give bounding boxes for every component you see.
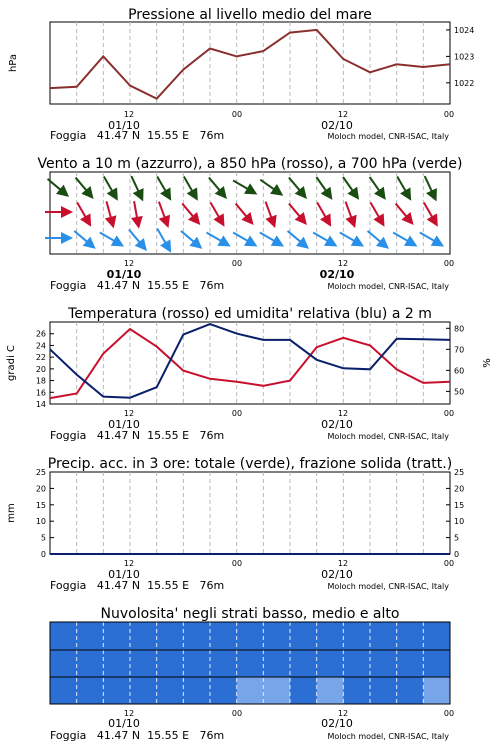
cloud-cell xyxy=(50,677,77,704)
cloud-cell xyxy=(370,622,397,650)
cloud-cell xyxy=(50,650,77,677)
wind-arrow xyxy=(100,233,119,244)
cloud-cell xyxy=(263,650,290,677)
precip-time-axis xyxy=(50,559,454,592)
cloud-cell xyxy=(130,650,157,677)
cloud-date-2: 02/10 xyxy=(321,717,353,730)
cloud-cell xyxy=(183,677,210,704)
cloud-cell xyxy=(183,650,210,677)
cloud-cell xyxy=(290,677,317,704)
cloud-cell xyxy=(317,677,344,704)
wind-arrow xyxy=(343,177,356,195)
pressure-tick-12b: 12 xyxy=(337,110,349,119)
pressure-date-2: 02/10 xyxy=(321,119,353,132)
cloud-cell xyxy=(397,650,424,677)
precip-frame xyxy=(50,472,450,554)
y-tick-label: 26 xyxy=(35,329,46,339)
wind-arrow xyxy=(424,202,435,221)
wind-arrow xyxy=(420,233,439,244)
y-tick-label: 20 xyxy=(454,484,465,494)
cloud-cell xyxy=(397,677,424,704)
y-tick-label: 1024 xyxy=(454,25,475,35)
humidity-y-label: % xyxy=(482,358,493,368)
y-tick-label: 25 xyxy=(454,468,465,477)
cloud-cells xyxy=(50,622,451,704)
temp-tick-00b: 00 xyxy=(443,409,455,418)
cloud-cell xyxy=(50,622,77,650)
wind-arrow xyxy=(134,201,138,223)
y-tick-label: 60 xyxy=(454,366,465,376)
temp-time-axis xyxy=(50,409,454,442)
wind-arrow xyxy=(260,233,279,244)
cloud-tick-00a: 00 xyxy=(231,709,243,718)
y-tick-label: 5 xyxy=(454,533,460,543)
temp-date-2: 02/10 xyxy=(321,418,353,431)
wind-arrow xyxy=(211,202,222,221)
y-tick-label: 10 xyxy=(454,517,465,527)
cloud-cell xyxy=(343,677,370,704)
wind-arrow xyxy=(289,178,303,195)
cloud-cell xyxy=(103,677,130,704)
wind-arrow xyxy=(266,202,274,223)
precip-panel xyxy=(6,456,464,559)
y-tick-label: 10 xyxy=(35,517,46,527)
wind-arrow xyxy=(393,233,412,244)
wind-tick-00a: 00 xyxy=(231,259,243,268)
y-tick-label: 15 xyxy=(454,500,465,510)
cloud-cell xyxy=(237,650,264,677)
cloud-cell xyxy=(343,650,370,677)
cloud-cell xyxy=(423,677,450,704)
cloud-tick-00b: 00 xyxy=(443,709,455,718)
cloud-location: Foggia 41.47 N 15.55 E 76m xyxy=(50,729,225,742)
wind-arrow xyxy=(397,176,408,195)
cloud-cell xyxy=(370,650,397,677)
wind-tick-00b: 00 xyxy=(443,259,455,268)
cloud-tick-12a: 12 xyxy=(123,709,135,718)
cloud-cell xyxy=(290,622,317,650)
y-tick-label: 14 xyxy=(35,400,46,409)
cloud-cell xyxy=(157,650,184,677)
cloud-cell xyxy=(103,650,130,677)
y-tick-label: 25 xyxy=(35,468,46,477)
cloud-time-axis xyxy=(50,709,454,742)
cloud-cell xyxy=(237,622,264,650)
wind-arrow xyxy=(346,202,354,223)
wind-date-2: 02/10 xyxy=(319,268,355,281)
wind-arrow xyxy=(236,204,250,221)
wind-arrow xyxy=(317,202,328,221)
temp-tick-00a: 00 xyxy=(231,409,243,418)
cloud-cell xyxy=(210,622,237,650)
y-tick-label: 0 xyxy=(40,550,46,559)
cloud-cell xyxy=(183,622,210,650)
wind-title: Vento a 10 m (azzurro), a 850 hPa (rosso), a 700 hPa (verde) xyxy=(37,156,463,172)
y-tick-label: 70 xyxy=(454,345,465,355)
y-tick-label: 20 xyxy=(35,364,46,374)
cloud-tick-12b: 12 xyxy=(337,709,349,718)
wind-arrow xyxy=(425,176,434,196)
pressure-title: Pressione al livello medio del mare xyxy=(128,7,372,23)
wind-credit: Moloch model, CNR-ISAC, Italy xyxy=(327,282,449,291)
y-tick-label: 1022 xyxy=(454,78,475,88)
precip-tick-00a: 00 xyxy=(231,559,243,568)
cloud-cell xyxy=(77,622,104,650)
temp-humidity-title: Temperatura (rosso) ed umidita' relativa (blu) a 2 m xyxy=(68,306,432,322)
temp-location: Foggia 41.47 N 15.55 E 76m xyxy=(50,429,225,442)
wind-tick-12b: 12 xyxy=(337,259,349,268)
precip-location: Foggia 41.47 N 15.55 E 76m xyxy=(50,579,225,592)
y-tick-label: 20 xyxy=(35,484,46,494)
wind-arrow xyxy=(129,230,143,247)
wind-arrow xyxy=(157,228,168,247)
temp-humidity-gridlines xyxy=(77,322,424,404)
cloud-cell xyxy=(210,650,237,677)
pressure-y-label: hPa xyxy=(8,53,19,73)
cloud-cell xyxy=(397,622,424,650)
wind-arrow xyxy=(182,204,196,221)
cloud-cell xyxy=(263,622,290,650)
cloud-cell xyxy=(210,677,237,704)
precip-y-ticks xyxy=(36,468,54,559)
wind-location: Foggia 41.47 N 15.55 E 76m xyxy=(50,279,225,292)
cloud-cell xyxy=(423,650,450,677)
wind-arrow xyxy=(313,233,332,244)
wind-arrow xyxy=(340,233,359,244)
temp-credit: Moloch model, CNR-ISAC, Italy xyxy=(327,432,449,441)
pressure-series-line xyxy=(50,30,450,99)
wind-arrow xyxy=(371,202,382,221)
wind-date-1: 01/10 xyxy=(106,268,142,281)
precip-tick-12a: 12 xyxy=(123,559,135,568)
y-tick-label: 16 xyxy=(35,388,46,398)
y-tick-label: 22 xyxy=(35,353,46,363)
cloud-title: Nuvolosita' negli strati basso, medio e alto xyxy=(100,606,400,622)
wind-time-axis xyxy=(50,259,454,292)
wind-tick-12a: 12 xyxy=(123,259,135,268)
precip-y-ticks-right xyxy=(446,468,464,559)
cloud-credit: Moloch model, CNR-ISAC, Italy xyxy=(327,732,449,741)
wind-arrows xyxy=(45,176,439,247)
pressure-credit: Moloch model, CNR-ISAC, Italy xyxy=(327,132,449,141)
precip-date-2: 02/10 xyxy=(321,568,353,581)
humidity-y-ticks xyxy=(446,324,464,396)
y-tick-label: 15 xyxy=(35,500,46,510)
wind-arrow xyxy=(106,201,112,222)
cloud-cell xyxy=(370,677,397,704)
cloud-cell xyxy=(103,622,130,650)
pressure-time-axis xyxy=(50,110,454,142)
cloud-cell xyxy=(130,622,157,650)
wind-arrow xyxy=(159,202,167,223)
y-tick-label: 50 xyxy=(454,387,465,397)
pressure-location: Foggia 41.47 N 15.55 E 76m xyxy=(50,129,225,142)
cloud-cell xyxy=(130,677,157,704)
y-tick-label: 18 xyxy=(35,376,46,386)
cloud-cell xyxy=(423,622,450,650)
cloud-cell xyxy=(77,677,104,704)
wind-arrow xyxy=(289,204,303,221)
temperature-series-line xyxy=(50,329,450,398)
wind-arrow xyxy=(206,233,225,244)
y-tick-label: 1023 xyxy=(454,52,475,62)
precip-tick-12b: 12 xyxy=(337,559,349,568)
wind-arrow xyxy=(77,202,88,221)
precip-credit: Moloch model, CNR-ISAC, Italy xyxy=(327,582,449,591)
pressure-gridlines xyxy=(77,22,424,104)
wind-arrow xyxy=(209,178,223,195)
y-tick-label: 0 xyxy=(454,550,460,559)
temp-tick-12b: 12 xyxy=(337,409,349,418)
temp-y-label: gradi C xyxy=(6,345,17,381)
wind-arrow xyxy=(131,176,140,196)
pressure-tick-00a: 00 xyxy=(231,110,243,119)
wind-arrow xyxy=(396,204,410,221)
temp-tick-12a: 12 xyxy=(123,409,135,418)
temp-humidity-panel xyxy=(6,306,493,409)
cloud-cell xyxy=(157,622,184,650)
cloud-cell xyxy=(317,650,344,677)
y-tick-label: 80 xyxy=(454,324,465,334)
pressure-panel xyxy=(8,7,474,104)
wind-panel xyxy=(37,156,462,254)
precip-y-label: mm xyxy=(6,503,17,523)
pressure-tick-12a: 12 xyxy=(123,110,135,119)
y-tick-label: 5 xyxy=(40,533,46,543)
cloud-panel xyxy=(50,606,451,704)
precip-gridlines xyxy=(77,472,424,554)
precip-tick-00b: 00 xyxy=(443,559,455,568)
humidity-series-line xyxy=(50,324,450,398)
wind-arrow xyxy=(157,176,168,195)
wind-arrow xyxy=(316,177,329,195)
temp-date-1: 01/10 xyxy=(108,418,140,431)
wind-arrow xyxy=(184,176,195,195)
pressure-date-1: 01/10 xyxy=(108,119,140,132)
cloud-cell xyxy=(343,622,370,650)
cloud-cell xyxy=(263,677,290,704)
precip-date-1: 01/10 xyxy=(108,568,140,581)
wind-arrow xyxy=(233,181,252,192)
cloud-cell xyxy=(77,650,104,677)
cloud-cell xyxy=(317,622,344,650)
cloud-date-1: 01/10 xyxy=(108,717,140,730)
pressure-tick-00b: 00 xyxy=(443,110,455,119)
wind-arrow xyxy=(370,177,383,195)
wind-arrow xyxy=(233,233,252,244)
precip-title: Precip. acc. in 3 ore: totale (verde), frazione solida (tratt.) xyxy=(47,456,453,472)
cloud-cell xyxy=(157,677,184,704)
wind-arrow xyxy=(76,178,90,195)
y-tick-label: 24 xyxy=(35,341,46,351)
cloud-cell xyxy=(237,677,264,704)
wind-arrow xyxy=(104,176,115,195)
cloud-cell xyxy=(290,650,317,677)
